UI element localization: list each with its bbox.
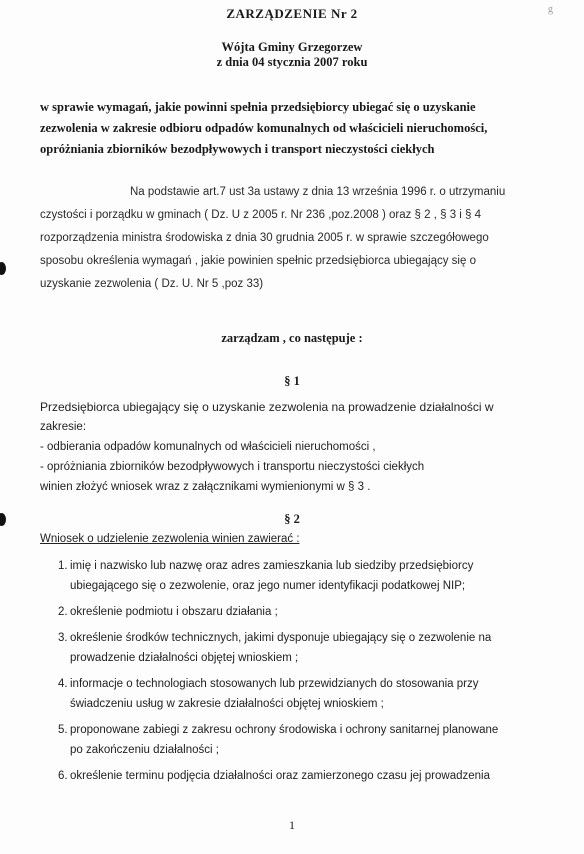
list-item-line: prowadzenie działalności objętej wnioskiem ; (70, 652, 299, 664)
list-item (40, 628, 555, 668)
requirements-list (40, 556, 555, 792)
basis-line: rozporządzenia ministra środowiska z dnia 30 grudnia 2005 r. w sprawie szczegółowego (40, 232, 489, 244)
document-title: ZARZĄDZENIE Nr 2 (226, 6, 358, 21)
section-1-line: Przedsiębiorca ubiegający się o uzyskanie zezwolenia na prowadzenie działalności w (40, 400, 494, 414)
section-1-line: zakresie: (40, 421, 87, 433)
list-item (40, 556, 555, 596)
section-1-body (40, 397, 555, 497)
list-item-line: informacje o technologiach stosowanych lub przewidzianych do stosowania przy (70, 678, 479, 690)
list-item-number: 3. (58, 632, 68, 644)
subject-paragraph (40, 97, 555, 160)
list-item-line: po zakończeniu działalności ; (70, 744, 219, 756)
list-item (40, 674, 555, 714)
list-item-line: proponowane zabiegi z zakresu ochrony środowiska i ochrony sanitarnej planowane (70, 724, 499, 736)
subject-line: w sprawie wymagań, jakie powinni spełnia przedsiębiorcy ubiegać się o uzyskanie (40, 100, 476, 114)
list-item-number: 1. (58, 560, 68, 572)
punch-hole-mark (0, 262, 6, 275)
section-2-heading: Wniosek o udzielenie zezwolenia winien zawierać : (40, 533, 300, 545)
list-item (40, 720, 555, 760)
page-number: 1 (289, 818, 295, 832)
list-item (40, 602, 555, 622)
list-item (40, 766, 555, 786)
basis-line: sposobu określenia wymagań , jakie powinien spełnic przedsiębiorca ubiegający się o (40, 255, 476, 267)
list-item-line: świadczeniu usług w zakresie działalności objętej wnioskiem ; (70, 698, 384, 710)
section-1-sign: § 1 (284, 374, 300, 388)
list-item-line: określenie środków technicznych, jakimi dysponuje ubiegający się o zezwolenie na (70, 632, 492, 644)
basis-line: czystości i porządku w gminach ( Dz. U z 2005 r. Nr 236 ,poz.2008 ) oraz § 2 , § 3 i § 4 (40, 209, 482, 221)
date-line: z dnia 04 stycznia 2007 roku (216, 55, 368, 69)
list-item-number: 2. (58, 606, 68, 618)
section-2-sign: § 2 (284, 512, 300, 526)
list-item-number: 6. (58, 770, 68, 782)
list-item-line: ubiegającego się o zezwolenie, oraz jego numer identyfikacji podatkowej NIP; (70, 580, 466, 592)
corner-mark: g (548, 4, 553, 15)
list-item-line: określenie terminu podjęcia działalności oraz zamierzonego czasu jej prowadzenia (70, 770, 490, 782)
issuer-line: Wójta Gminy Grzegorzew (221, 40, 363, 54)
subject-line: zezwolenia w zakresie odbioru odpadów komunalnych od właścicieli nieruchomości, (40, 121, 488, 135)
section-1-line: winien złożyć wniosek wraz z załącznikami wymienionymi w § 3 . (40, 481, 371, 493)
basis-line: Na podstawie art.7 ust 3a ustawy z dnia 13 września 1996 r. o utrzymaniu (130, 186, 506, 198)
subject-line: opróżniania zbiorników bezodpływowych i transport nieczystości ciekłych (40, 142, 435, 156)
section-1-line: - opróżniania zbiorników bezodpływowych i transportu nieczystości ciekłych (40, 461, 425, 473)
decree-line: zarządzam , co następuje : (221, 331, 363, 345)
section-1-line: - odbierania odpadów komunalnych od właścicieli nieruchomości , (40, 441, 376, 453)
legal-basis-paragraph (40, 181, 555, 296)
list-item-number: 4. (58, 678, 68, 690)
list-item-line: określenie podmiotu i obszaru działania ; (70, 606, 278, 618)
list-item-number: 5. (58, 724, 68, 736)
basis-line: uzyskanie zezwolenia ( Dz. U. Nr 5 ,poz 33) (40, 278, 264, 290)
list-item-line: imię i nazwisko lub nazwę oraz adres zamieszkania lub siedziby przedsiębiorcy (70, 560, 474, 572)
